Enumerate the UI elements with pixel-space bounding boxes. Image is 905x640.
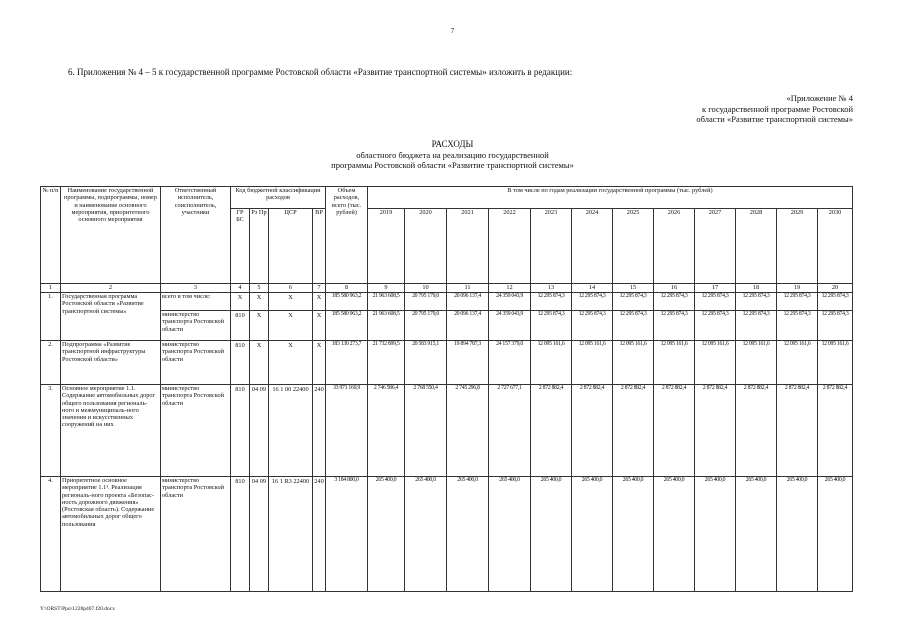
column-number: 1 bbox=[41, 284, 61, 293]
row-year-value: 2 872 882,4 bbox=[695, 385, 736, 477]
row-year-value: 265 400,0 bbox=[447, 477, 489, 592]
row-total: 183 130 273,7 bbox=[326, 341, 368, 385]
table-row bbox=[41, 477, 853, 592]
row-year-value: 2 768 550,4 bbox=[405, 385, 447, 477]
column-number: 13 bbox=[531, 284, 572, 293]
column-number: 8 bbox=[326, 284, 368, 293]
row-vr: Х bbox=[313, 311, 326, 341]
title-line-3: программы Ростовской области «Развитие транспортной системы» bbox=[331, 160, 574, 170]
row-vr: Х bbox=[313, 293, 326, 311]
row-year-value: 19 894 787,3 bbox=[447, 341, 489, 385]
row-year-value: 265 400,0 bbox=[489, 477, 531, 592]
column-number: 16 bbox=[654, 284, 695, 293]
row-year-value: 265 400,0 bbox=[695, 477, 736, 592]
row-year-value: 12 295 874,3 bbox=[777, 311, 818, 341]
table-row bbox=[41, 341, 853, 385]
row-vr: 240 bbox=[313, 385, 326, 477]
row-year-value: 12 295 874,3 bbox=[531, 311, 572, 341]
column-number: 7 bbox=[313, 284, 326, 293]
header-year-2022: 2022 bbox=[489, 209, 531, 284]
row-year-value: 12 095 161,6 bbox=[777, 341, 818, 385]
row-year-value: 21 963 608,5 bbox=[368, 293, 405, 311]
row-year-value: 12 095 161,6 bbox=[531, 341, 572, 385]
file-path-footer: Y:\ORST\Ppo\1228p407.f20.docx bbox=[40, 606, 115, 612]
row-year-value: 12 295 874,3 bbox=[531, 293, 572, 311]
header-vr: ВР bbox=[313, 209, 326, 284]
row-year-value: 24 359 043,9 bbox=[489, 293, 531, 311]
header-year-2024: 2024 bbox=[572, 209, 613, 284]
row-year-value: 20 795 179,0 bbox=[405, 311, 447, 341]
row-executor: всего в том числе: bbox=[161, 293, 231, 311]
table-row bbox=[41, 385, 853, 477]
expenses-table bbox=[40, 186, 853, 592]
column-number: 10 bbox=[405, 284, 447, 293]
row-year-value: 12 295 874,3 bbox=[736, 293, 777, 311]
row-rzpr: 04 09 bbox=[250, 385, 269, 477]
row-year-value: 2 872 882,4 bbox=[818, 385, 853, 477]
header-executor: Ответственный исполнитель, соисполнитель, участники bbox=[161, 187, 231, 284]
row-grbs: 810 bbox=[231, 385, 250, 477]
row-number: 1. bbox=[41, 293, 61, 341]
row-year-value: 265 400,0 bbox=[777, 477, 818, 592]
row-total: 33 971 169,9 bbox=[326, 385, 368, 477]
row-year-value: 265 400,0 bbox=[613, 477, 654, 592]
row-year-value: 12 295 874,3 bbox=[654, 293, 695, 311]
row-year-value: 12 295 874,3 bbox=[695, 311, 736, 341]
row-year-value: 265 400,0 bbox=[736, 477, 777, 592]
row-year-value: 2 727 677,1 bbox=[489, 385, 531, 477]
row-year-value: 24 359 043,9 bbox=[489, 311, 531, 341]
header-num: № п/п bbox=[41, 187, 61, 284]
header-total: Объем расходов, всего (тыс. рублей) bbox=[326, 187, 368, 284]
row-csr: 16 1 R3 22400 bbox=[269, 477, 313, 592]
row-year-value: 265 400,0 bbox=[405, 477, 447, 592]
page-number: 7 bbox=[450, 27, 455, 35]
column-number: 5 bbox=[250, 284, 269, 293]
header-year-2023: 2023 bbox=[531, 209, 572, 284]
row-executor: министерство транспорта Ростовской области bbox=[161, 477, 231, 592]
header-csr: ЦСР bbox=[269, 209, 313, 284]
column-number-row bbox=[41, 284, 853, 293]
row-csr: Х bbox=[269, 293, 313, 311]
row-rzpr: Х bbox=[250, 293, 269, 311]
header-year-2029: 2029 bbox=[777, 209, 818, 284]
row-executor: министерство транспорта Ростовской области bbox=[161, 385, 231, 477]
row-number: 3. bbox=[41, 385, 61, 477]
row-year-value: 12 295 874,3 bbox=[572, 293, 613, 311]
row-year-value: 12 295 874,3 bbox=[736, 311, 777, 341]
row-year-value: 20 583 915,1 bbox=[405, 341, 447, 385]
header-year-2019: 2019 bbox=[368, 209, 405, 284]
header-grbs: ГР БС bbox=[231, 209, 250, 284]
row-year-value: 12 095 161,6 bbox=[818, 341, 853, 385]
row-year-value: 12 295 874,3 bbox=[572, 311, 613, 341]
header-year-2025: 2025 bbox=[613, 209, 654, 284]
row-year-value: 12 095 161,6 bbox=[654, 341, 695, 385]
header-year-2026: 2026 bbox=[654, 209, 695, 284]
header-year-2020: 2020 bbox=[405, 209, 447, 284]
row-rzpr: Х bbox=[250, 341, 269, 385]
appendix-line-3: области «Развитие транспортной системы» bbox=[696, 114, 853, 124]
row-year-value: 2 745 296,8 bbox=[447, 385, 489, 477]
row-year-value: 265 400,0 bbox=[818, 477, 853, 592]
row-year-value: 2 872 882,4 bbox=[736, 385, 777, 477]
column-number: 18 bbox=[736, 284, 777, 293]
document-title bbox=[0, 139, 905, 171]
row-number: 4. bbox=[41, 477, 61, 592]
header-year-2030: 2030 bbox=[818, 209, 853, 284]
row-year-value: 265 400,0 bbox=[368, 477, 405, 592]
column-number: 2 bbox=[61, 284, 161, 293]
header-name: Наименование государственной программы, подпрограммы, номер и наименование основного мероприятия, приоритетного основного мероприятия bbox=[61, 187, 161, 284]
column-number: 9 bbox=[368, 284, 405, 293]
row-year-value: 20 096 137,4 bbox=[447, 311, 489, 341]
column-number: 15 bbox=[613, 284, 654, 293]
table-row bbox=[41, 293, 853, 311]
table-row bbox=[41, 311, 853, 341]
row-rzpr: Х bbox=[250, 311, 269, 341]
column-number: 3 bbox=[161, 284, 231, 293]
row-grbs: 810 bbox=[231, 341, 250, 385]
column-number: 20 bbox=[818, 284, 853, 293]
column-number: 11 bbox=[447, 284, 489, 293]
header-year-2027: 2027 bbox=[695, 209, 736, 284]
row-rzpr: 04 09 bbox=[250, 477, 269, 592]
row-year-value: 20 795 179,0 bbox=[405, 293, 447, 311]
row-year-value: 12 295 874,3 bbox=[695, 293, 736, 311]
row-year-value: 12 295 874,3 bbox=[818, 311, 853, 341]
row-number: 2. bbox=[41, 341, 61, 385]
row-executor: министерство транспорта Ростовской области bbox=[161, 341, 231, 385]
column-number: 4 bbox=[231, 284, 250, 293]
row-year-value: 2 872 882,4 bbox=[613, 385, 654, 477]
row-name: Подпрограмма «Развитие транспортной инфраструктуры Ростовской области» bbox=[61, 341, 161, 385]
instruction-text: 6. Приложения № 4 – 5 к государственной программе Ростовской области «Развитие транспортной системы» изложить в редакции: bbox=[68, 67, 573, 77]
row-year-value: 2 872 882,4 bbox=[572, 385, 613, 477]
row-year-value: 12 095 161,6 bbox=[613, 341, 654, 385]
row-year-value: 265 400,0 bbox=[572, 477, 613, 592]
row-year-value: 12 295 874,3 bbox=[613, 311, 654, 341]
row-year-value: 21 963 608,5 bbox=[368, 311, 405, 341]
column-number: 12 bbox=[489, 284, 531, 293]
appendix-header bbox=[696, 93, 853, 125]
row-year-value: 12 295 874,3 bbox=[613, 293, 654, 311]
row-year-value: 12 095 161,6 bbox=[572, 341, 613, 385]
row-year-value: 12 095 161,6 bbox=[695, 341, 736, 385]
row-year-value: 21 732 899,5 bbox=[368, 341, 405, 385]
row-total: 185 580 963,2 bbox=[326, 293, 368, 311]
appendix-line-1: «Приложение № 4 bbox=[786, 93, 853, 103]
row-year-value: 2 872 882,4 bbox=[777, 385, 818, 477]
row-year-value: 12 295 874,3 bbox=[818, 293, 853, 311]
row-csr: Х bbox=[269, 311, 313, 341]
row-year-value: 2 746 586,4 bbox=[368, 385, 405, 477]
row-year-value: 12 295 874,3 bbox=[777, 293, 818, 311]
header-years-group: В том числе по годам реализации государственной программы (тыс. рублей) bbox=[368, 187, 853, 209]
column-number: 17 bbox=[695, 284, 736, 293]
appendix-line-2: к государственной программе Ростовской bbox=[701, 103, 853, 114]
row-vr: 240 bbox=[313, 477, 326, 592]
row-grbs: 810 bbox=[231, 477, 250, 592]
row-name: Основное мероприятие 1.1. Содержание автомобильных дорог общего пользования региональ-ного и межмуниципаль-ного значения и искусственных сооружений на них bbox=[61, 385, 161, 477]
row-year-value: 24 157 379,0 bbox=[489, 341, 531, 385]
column-number: 6 bbox=[269, 284, 313, 293]
row-executor: министерство транспорта Ростовской области bbox=[161, 311, 231, 341]
column-number: 19 bbox=[777, 284, 818, 293]
column-number: 14 bbox=[572, 284, 613, 293]
header-year-2021: 2021 bbox=[447, 209, 489, 284]
row-year-value: 265 400,0 bbox=[654, 477, 695, 592]
row-name: Приоритетное основное мероприятие 1.1¹. Реализация региональ-ного проекта «Безопас-ность дорожного движения» (Ростовская область). Содержание автомобильных дорог общего пользования bbox=[61, 477, 161, 592]
header-year-2028: 2028 bbox=[736, 209, 777, 284]
row-year-value: 2 872 882,4 bbox=[531, 385, 572, 477]
row-year-value: 12 295 874,3 bbox=[654, 311, 695, 341]
row-year-value: 20 096 137,4 bbox=[447, 293, 489, 311]
title-line-1: РАСХОДЫ bbox=[431, 139, 474, 149]
row-csr: Х bbox=[269, 341, 313, 385]
row-total: 185 580 963,2 bbox=[326, 311, 368, 341]
row-year-value: 265 400,0 bbox=[531, 477, 572, 592]
header-rzpr: Рз Пр bbox=[250, 209, 269, 284]
row-name: Государственная программа Ростовской области «Развитие транспортной системы» bbox=[61, 293, 161, 341]
header-budget-code: Код бюджетной классификации расходов bbox=[231, 187, 326, 209]
row-csr: 16 1 00 22400 bbox=[269, 385, 313, 477]
row-year-value: 2 872 882,4 bbox=[654, 385, 695, 477]
row-grbs: Х bbox=[231, 293, 250, 311]
row-grbs: 810 bbox=[231, 311, 250, 341]
header-row-1 bbox=[41, 187, 853, 209]
row-vr: Х bbox=[313, 341, 326, 385]
row-total: 3 184 800,0 bbox=[326, 477, 368, 592]
title-line-2: областного бюджета на реализацию государственной bbox=[356, 149, 549, 160]
row-year-value: 12 095 161,6 bbox=[736, 341, 777, 385]
